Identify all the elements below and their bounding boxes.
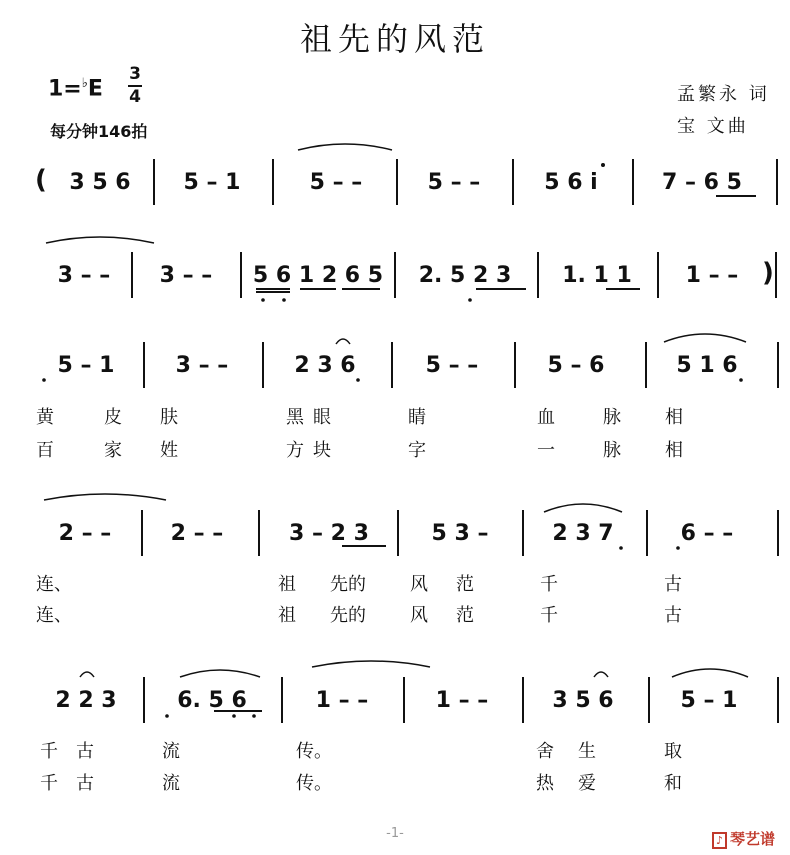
lyric-char: 祖 (278, 605, 296, 626)
measure: 2 2 3 (55, 687, 117, 713)
lyric-char: 血 (537, 407, 555, 428)
flat-sign: ♭ (81, 76, 88, 91)
lyric-char: 睛 (408, 407, 426, 428)
measure: 3 – – (159, 262, 213, 288)
measure: 5 – – (309, 169, 363, 195)
measure: 2 – – (170, 520, 224, 546)
lyric-char: 黄 (36, 407, 54, 428)
lyric-char: 脉 (603, 440, 621, 461)
measure: 7 – 6 5 (662, 169, 742, 195)
lyric-char: 爱 (578, 773, 596, 794)
meter-bottom: 4 (129, 87, 141, 107)
lyric-char: 古 (76, 741, 94, 762)
lyric-char: 先的 (330, 605, 366, 626)
lyric-char: 风 (410, 574, 428, 595)
tempo-marking: 每分钟146拍 (50, 122, 148, 141)
lyric-char: 千 (540, 574, 558, 595)
lyric-char: 百 (36, 440, 54, 461)
measure: 5 6 1 2 6 5 (252, 262, 384, 288)
lyric-char: 舍 (536, 741, 554, 762)
measure: 3 – 2 3 (289, 520, 369, 546)
lyric-char: 字 (408, 440, 426, 461)
lyric-char: 黑 (286, 407, 304, 428)
logo-icon: ♪ (712, 832, 727, 849)
measure: 1 – – (435, 687, 489, 713)
staff-line-1: ( 3 5 6 5 – 1 5 – – 5 – – 5 6 i 7 – 6 5 (0, 157, 790, 207)
lyric-char: 相 (665, 407, 683, 428)
lyric-char: 一 (537, 440, 555, 461)
lyric-char: 古 (76, 773, 94, 794)
site-logo (712, 828, 775, 849)
lyric-char: 家 (104, 440, 122, 461)
measure: 5 – 6 (547, 352, 605, 378)
measure: 3 – – (175, 352, 229, 378)
lyric-char: 热 (536, 773, 554, 794)
measure: 3 5 6 (69, 169, 131, 195)
measure: 5 – – (425, 352, 479, 378)
lyric-char: 千 (40, 741, 58, 762)
lyric-char: 风 (410, 605, 428, 626)
measure: 1 – – (685, 262, 739, 288)
measure: 2. 5 2 3 (418, 262, 512, 288)
lyric-char: 肤 (160, 407, 178, 428)
lyric-char: 流 (162, 773, 180, 794)
measure: 5 1 6 (676, 352, 738, 378)
lyric-char: 传。 (296, 741, 332, 762)
lyric-char: 古 (664, 605, 682, 626)
measure: 5 – 1 (183, 169, 241, 195)
meter-top: 3 (129, 64, 141, 84)
lyricist-credit: 孟繁永 词 (677, 84, 770, 105)
measure: 6. 5 6 (177, 687, 247, 713)
lyric-char: 范 (456, 605, 474, 626)
measure: 5 – 1 (57, 352, 115, 378)
lyric-char: 先的 (330, 574, 366, 595)
measure: 2 3 6 (294, 352, 356, 378)
lyric-char: 方 (286, 440, 304, 461)
measure: 5 – 1 (680, 687, 738, 713)
lyric-char: 流 (162, 741, 180, 762)
measure: 6 – – (680, 520, 734, 546)
lyric-char: 块 (313, 440, 331, 461)
measure: 5 6 i (544, 169, 598, 195)
lyric-char: 古 (664, 574, 682, 595)
measure: 2 3 7 (552, 520, 614, 546)
lyric-char: 脉 (603, 407, 621, 428)
lyric-char: 传。 (296, 773, 332, 794)
measure: 2 – – (58, 520, 112, 546)
staff-line-2: 3 – – 3 – – 5 6 1 2 6 5 2. 5 2 3 1. 1 1 1 – – ) (0, 250, 790, 300)
lyric-char: 范 (456, 574, 474, 595)
measure: 3 5 6 (552, 687, 614, 713)
lyric-char: 生 (578, 741, 596, 762)
lyric-char: 取 (664, 741, 682, 762)
lyric-char: 相 (665, 440, 683, 461)
lyric-char: 皮 (104, 407, 122, 428)
key-note: E (87, 76, 103, 102)
composer-credit: 宝 文曲 (677, 116, 749, 137)
lyric-char: 和 (664, 773, 682, 794)
measure: 5 3 – (431, 520, 489, 546)
key-prefix: 1= (48, 76, 82, 102)
lyric-char: 姓 (160, 440, 178, 461)
logo-text: 琴艺谱 (730, 830, 776, 848)
lyric-char: 连、 (36, 574, 72, 595)
lyric-char: 千 (40, 773, 58, 794)
measure: 5 – – (427, 169, 481, 195)
lyric-char: 眼 (313, 407, 331, 428)
song-title: 祖先的风范 (299, 20, 490, 58)
lyric-char: 连、 (36, 605, 72, 626)
measure: 1 – – (315, 687, 369, 713)
lyric-char: 千 (540, 605, 558, 626)
measure: 1. 1 1 (562, 262, 632, 288)
measure: 3 – – (57, 262, 111, 288)
lyric-char: 祖 (278, 574, 296, 595)
page-number: -1- (386, 826, 404, 841)
